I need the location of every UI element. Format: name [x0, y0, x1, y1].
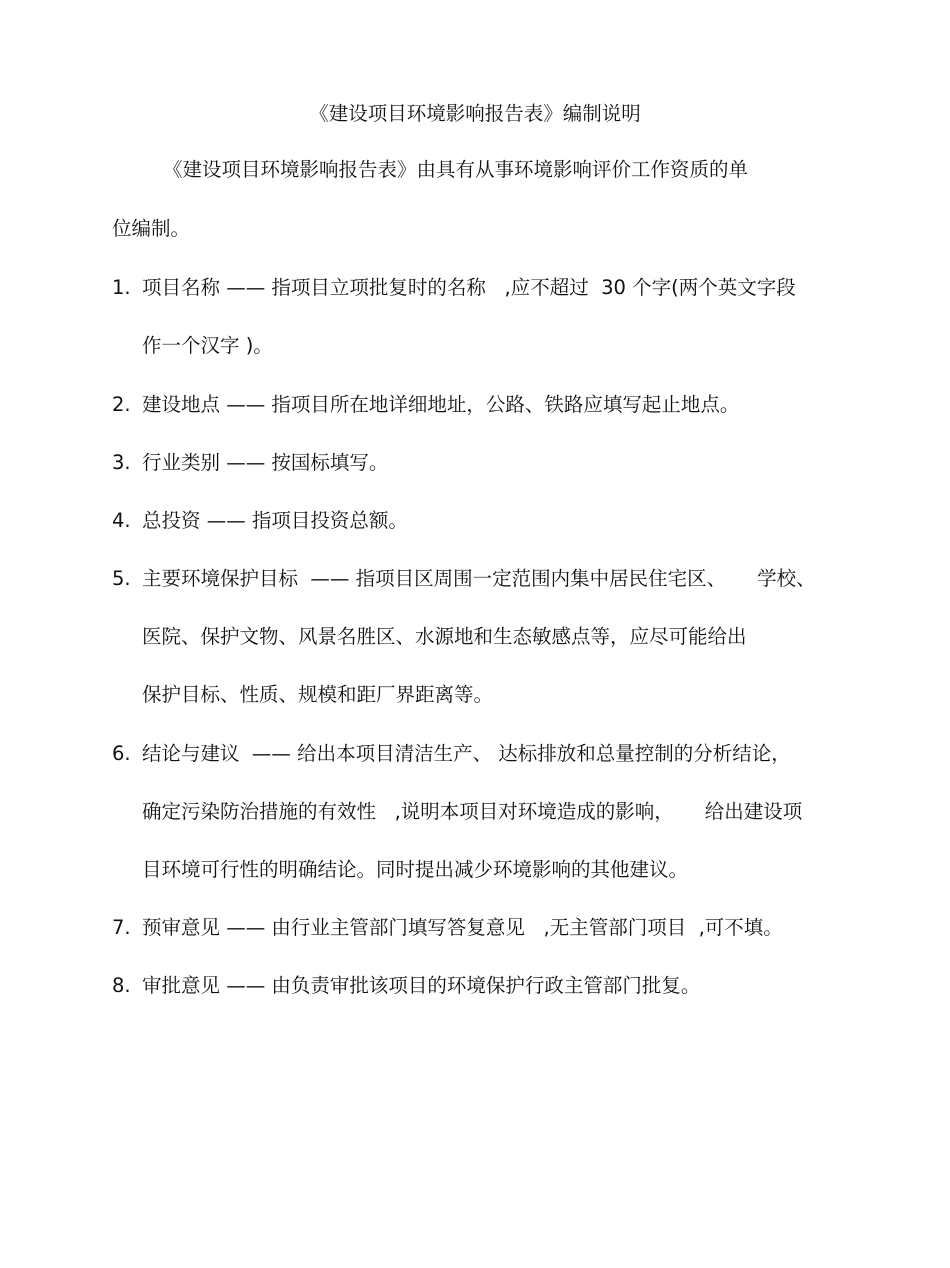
item-1-line-2: 作一个汉字 )。 [142, 334, 273, 357]
item-6-line-2: 确定污染防治措施的有效性 ,说明本项目对环境造成的影响， 给出建设项 [142, 800, 803, 823]
item-5-line-3: 保护目标、性质、规模和距厂界距离等。 [142, 683, 494, 706]
item-number: 2. [112, 393, 131, 416]
item-number: 1. [112, 276, 131, 299]
item-6-line-3: 目环境可行性的明确结论。同时提出减少环境影响的其他建议。 [142, 858, 689, 881]
item-2-line-1: 建设地点 —— 指项目所在地详细地址，公路、铁路应填写起止地点。 [142, 393, 740, 416]
item-1-line-1: 项目名称 —— 指项目立项批复时的名称 ,应不超过 30 个字(两个英文字段 [142, 276, 796, 299]
item-number: 5. [112, 567, 131, 590]
item-number: 8. [112, 974, 131, 997]
item-number: 7. [112, 916, 131, 939]
item-8-line-1: 审批意见 —— 由负责审批该项目的环境保护行政主管部门批复。 [142, 974, 701, 997]
item-5-line-1: 主要环境保护目标 —— 指项目区周围一定范围内集中居民住宅区、 学校、 [142, 567, 816, 590]
item-3-line-1: 行业类别 —— 按国标填写。 [142, 451, 389, 474]
intro-line-1: 《建设项目环境影响报告表》由具有从事环境影响评价工作资质的单 [163, 158, 749, 181]
item-number: 6. [112, 742, 131, 765]
item-6-line-1: 结论与建议 —— 给出本项目清洁生产、 达标排放和总量控制的分析结论， [142, 742, 791, 765]
document-title: 《建设项目环境影响报告表》编制说明 [309, 102, 641, 125]
item-4-line-1: 总投资 —— 指项目投资总额。 [142, 509, 408, 532]
item-number: 4. [112, 509, 131, 532]
item-number: 3. [112, 451, 131, 474]
intro-line-2: 位编制。 [112, 217, 191, 240]
item-7-line-1: 预审意见 —— 由行业主管部门填写答复意见 ,无主管部门项目 ,可不填。 [142, 916, 783, 939]
item-5-line-2: 医院、保护文物、风景名胜区、水源地和生态敏感点等，应尽可能给出 [142, 625, 747, 648]
